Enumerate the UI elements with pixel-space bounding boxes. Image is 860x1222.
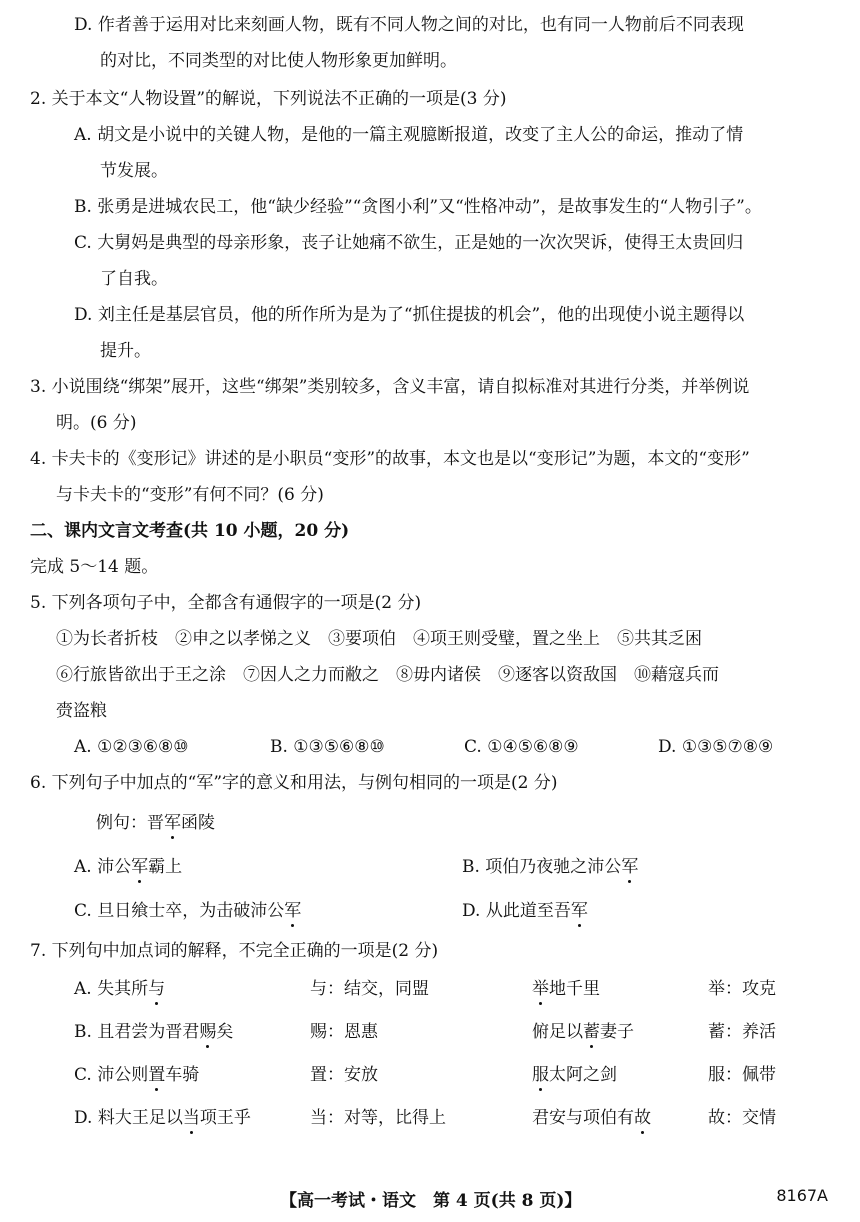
- q7-item-left: D. 料大王足以当项王乎: [74, 1108, 251, 1128]
- q2-option-a-line2: 节发展。: [100, 161, 168, 181]
- q7-item-right: 服太阿之剑: [532, 1065, 617, 1085]
- q7-item-left: B. 且君尝为晋君赐矣: [74, 1022, 234, 1042]
- q1-option-d-line2: 的对比，不同类型的对比使人物形象更加鲜明。: [100, 51, 457, 71]
- q2-option-c-line2: 了自我。: [100, 269, 168, 289]
- q6-example: 例句：晋军函陵: [96, 813, 215, 833]
- q4-line1: 4. 卡夫卡的《变形记》讲述的是小职员“变形”的故事，本文也是以“变形记”为题，本文的“变形”: [30, 449, 750, 469]
- q2-option-c-line1: C. 大舅妈是典型的母亲形象，丧子让她痛不欲生，正是她的一次次哭诉，使得王太贵回归: [74, 233, 744, 253]
- q7-gloss-left: 置：安放: [310, 1065, 378, 1085]
- q2-option-b: B. 张勇是进城农民工，他“缺少经验”“贪图小利”又“性格冲动”，是故事发生的“人物引子”。: [74, 197, 762, 217]
- q5-sentences-row1: ①为长者折枝 ②申之以孝悌之义 ③要项伯 ④项王则受璧，置之坐上 ⑤共其乏困: [56, 629, 702, 649]
- section-heading: 二、课内文言文考查(共 10 小题，20 分): [30, 521, 350, 541]
- q7-gloss-right: 举：攻克: [708, 979, 776, 999]
- q7-gloss-right: 故：交情: [708, 1108, 776, 1128]
- dotted-char: 故: [634, 1108, 651, 1128]
- dotted-char: 服: [532, 1065, 549, 1085]
- q1-option-d-line1: D. 作者善于运用对比来刻画人物，既有不同人物之间的对比，也有同一人物前后不同表现: [74, 15, 744, 35]
- page-footer: [0, 1186, 860, 1211]
- footer-page-info: 【高一考试・语文 第 4 页(共 8 页)】: [280, 1191, 582, 1211]
- q3-line1: 3. 小说围绕“绑架”展开，这些“绑架”类别较多，含义丰富，请自拟标准对其进行分类，并举例说: [30, 377, 750, 397]
- q4-line2: 与卡夫卡的“变形”有何不同？(6 分): [56, 485, 324, 505]
- q7-item-right: 俯足以蓄妻子: [532, 1022, 634, 1042]
- q6-stem: 6. 下列句子中加点的“军”字的意义和用法，与例句相同的一项是(2 分): [30, 773, 558, 793]
- dotted-char: 军: [284, 901, 302, 921]
- q2-option-d-line2: 提升。: [100, 341, 151, 361]
- q7-item-right: 君安与项伯有故: [532, 1108, 651, 1128]
- section-intro: 完成 5～14 题。: [30, 557, 159, 577]
- q6-option-c: C. 旦日飨士卒，为击破沛公军: [74, 901, 302, 921]
- q7-item-left: C. 沛公则置车骑: [74, 1065, 200, 1085]
- q6-option-a: A. 沛公军霸上: [74, 857, 183, 877]
- q7-gloss-right: 服：佩带: [708, 1065, 776, 1085]
- q5-option-c: C. ①④⑤⑥⑧⑨: [464, 737, 579, 757]
- q7-gloss-left: 与：结交，同盟: [310, 979, 429, 999]
- q6-option-d: D. 从此道至吾军: [462, 901, 588, 921]
- q6-option-b: B. 项伯乃夜驰之沛公军: [462, 857, 639, 877]
- q2-option-a-line1: A. 胡文是小说中的关键人物，是他的一篇主观臆断报道，改变了主人公的命运，推动了情: [74, 125, 744, 145]
- q5-sentences-row3: 赍盗粮: [56, 701, 107, 721]
- q7-item-left: A. 失其所与: [74, 979, 166, 999]
- dotted-char: 赐: [199, 1022, 217, 1042]
- q3-line2: 明。(6 分): [56, 413, 137, 433]
- dotted-char: 军: [621, 857, 639, 877]
- q5-option-b: B. ①③⑤⑥⑧⑩: [270, 737, 385, 757]
- q7-gloss-left: 赐：恩惠: [310, 1022, 378, 1042]
- footer-exam-code: 8167A: [776, 1186, 828, 1205]
- dotted-char: 当: [182, 1108, 200, 1128]
- q2-option-d-line1: D. 刘主任是基层官员，他的所作所为是为了“抓住提拔的机会”，他的出现使小说主题得以: [74, 305, 745, 325]
- dotted-char: 与: [148, 979, 166, 999]
- q7-gloss-left: 当：对等，比得上: [310, 1108, 446, 1128]
- q5-sentences-row2: ⑥行旅皆欲出于王之涂 ⑦因人之力而敝之 ⑧毋内诸侯 ⑨逐客以资敌国 ⑩藉寇兵而: [56, 665, 719, 685]
- q7-item-right: 举地千里: [532, 979, 600, 999]
- dotted-char: 蓄: [583, 1022, 600, 1042]
- q7-gloss-right: 蓄：养活: [708, 1022, 776, 1042]
- dotted-char: 置: [148, 1065, 166, 1085]
- q5-stem: 5. 下列各项句子中，全都含有通假字的一项是(2 分): [30, 593, 422, 613]
- q7-stem: 7. 下列句中加点词的解释，不完全正确的一项是(2 分): [30, 941, 439, 961]
- dotted-char: 军: [164, 813, 181, 833]
- dotted-char: 军: [131, 857, 149, 877]
- q5-option-a: A. ①②③⑥⑧⑩: [74, 737, 189, 757]
- q2-stem: 2. 关于本文“人物设置”的解说，下列说法不正确的一项是(3 分): [30, 89, 507, 109]
- q5-option-d: D. ①③⑤⑦⑧⑨: [658, 737, 774, 757]
- dotted-char: 举: [532, 979, 549, 999]
- dotted-char: 军: [570, 901, 588, 921]
